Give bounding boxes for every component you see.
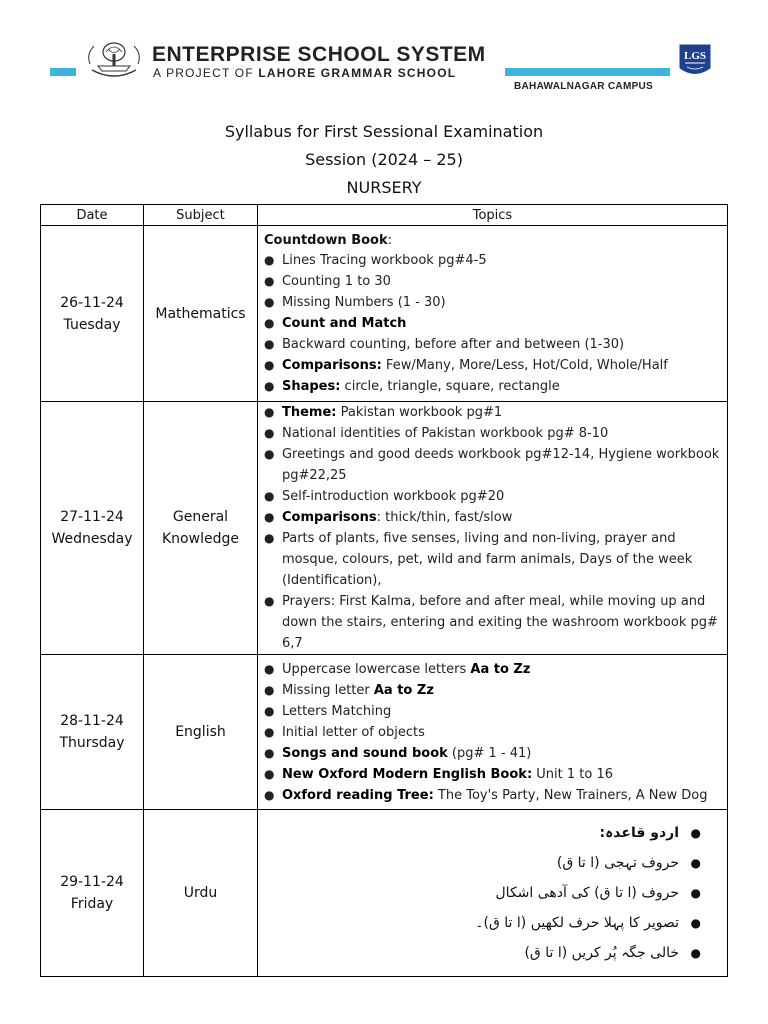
list-item <box>258 528 727 591</box>
table-row <box>41 402 728 655</box>
bullet-icon: ● <box>263 682 275 697</box>
topic-text: Uppercase lowercase letters <box>281 661 471 677</box>
topic-list <box>258 402 727 654</box>
syllabus-table <box>40 204 728 977</box>
topic-bold: Oxford reading Tree: <box>281 787 434 803</box>
table-header-row <box>41 205 728 226</box>
bullet-icon: ● <box>263 510 275 524</box>
list-item <box>258 680 727 701</box>
topic-text: Initial letter of objects <box>281 724 425 740</box>
list-item <box>258 313 727 334</box>
bullet-icon: ● <box>263 489 275 503</box>
topic-bold: New Oxford Modern English Book: <box>281 766 533 782</box>
topic-text: : thick/thin, fast/slow <box>376 510 513 525</box>
list-item <box>258 486 727 507</box>
table-row <box>41 226 728 402</box>
topic-text: Few/Many, More/Less, Hot/Cold, Whole/Half <box>381 357 668 373</box>
bullet-icon: ● <box>690 886 701 900</box>
topic-bold: Comparisons: <box>281 357 382 373</box>
topics-cell <box>257 655 727 810</box>
subject-name: Urdu <box>183 885 218 901</box>
subtitle-bold: LAHORE GRAMMAR SCHOOL <box>258 66 457 80</box>
title-exam: Syllabus for First Sessional Examination <box>224 122 544 141</box>
document-titles <box>0 118 768 202</box>
list-item <box>258 444 727 486</box>
bullet-icon: ● <box>263 273 275 288</box>
list-item <box>258 764 727 785</box>
bullet-icon: ● <box>263 724 275 739</box>
header-date: Date <box>41 205 144 226</box>
subject-cell <box>144 655 258 810</box>
topic-list <box>258 659 727 806</box>
topics-cell <box>257 810 727 977</box>
list-item <box>258 376 727 397</box>
subtitle-prefix: A PROJECT OF <box>153 66 259 80</box>
bullet-icon: ● <box>263 703 275 718</box>
date-cell <box>41 810 144 977</box>
accent-bar-right <box>505 68 670 76</box>
bullet-icon: ● <box>263 531 275 545</box>
lgs-logo-icon <box>676 42 714 80</box>
bullet-icon: ● <box>263 378 275 393</box>
topic-text: حروف (ا تا ق) کی آدھی اشکال <box>495 885 679 901</box>
accent-bar-left <box>50 68 76 76</box>
topic-text: Parts of plants, five senses, living and non-living, prayer and mosque, colours, pet, wild and farm animals, Days of the week (Identification), <box>281 531 693 588</box>
bullet-icon: ● <box>263 315 275 330</box>
topic-list <box>258 250 727 397</box>
list-item <box>258 250 727 271</box>
list-item <box>258 402 727 423</box>
bullet-icon: ● <box>690 946 701 960</box>
title-session: Session (2024 – 25) <box>305 150 463 169</box>
list-item <box>266 848 705 878</box>
bullet-icon: ● <box>263 766 275 781</box>
list-item <box>266 878 705 908</box>
topic-bold: Songs and sound book <box>281 745 448 761</box>
topics-cell <box>257 226 727 402</box>
title-class: NURSERY <box>346 178 422 197</box>
subject-cell <box>144 402 258 655</box>
topic-bold: Comparisons <box>281 510 377 525</box>
date-cell <box>41 402 144 655</box>
table-row <box>41 655 728 810</box>
topic-text: تصویر کا پہلا حرف لکھیں (ا تا ق)۔ <box>475 915 679 931</box>
school-subtitle <box>153 66 456 80</box>
list-item <box>258 423 727 444</box>
campus-name: BAHAWALNAGAR CAMPUS <box>514 81 654 92</box>
list-item <box>258 292 727 313</box>
bullet-icon: ● <box>690 826 701 840</box>
bullet-icon: ● <box>263 294 275 309</box>
book-heading <box>258 231 727 250</box>
list-item <box>258 701 727 722</box>
list-item <box>266 908 705 938</box>
topic-bold: اردو قاعدہ: <box>599 825 679 841</box>
topic-text: Unit 1 to 16 <box>532 766 613 782</box>
school-emblem-icon <box>84 40 144 80</box>
topic-text: Self-introduction workbook pg#20 <box>281 489 505 504</box>
list-item <box>258 722 727 743</box>
exam-date: 26-11-24 <box>60 294 124 311</box>
topic-bold: Aa to Zz <box>470 661 531 677</box>
topic-list <box>266 814 719 972</box>
topic-text: (pg# 1 - 41) <box>447 745 532 761</box>
exam-day: Tuesday <box>63 316 121 333</box>
school-name: ENTERPRISE SCHOOL SYSTEM <box>152 43 486 66</box>
exam-day: Thursday <box>59 735 125 751</box>
topic-text: Letters Matching <box>281 703 392 719</box>
topic-text: خالی جگہ پُر کریں (ا تا ق) <box>524 945 679 961</box>
topic-bold: Aa to Zz <box>373 682 434 698</box>
topic-bold: Theme: <box>281 405 337 420</box>
list-item <box>266 818 705 848</box>
bullet-icon: ● <box>690 916 701 930</box>
book-heading-text: Countdown Book <box>263 232 388 248</box>
topics-cell <box>257 402 727 655</box>
bullet-icon: ● <box>263 336 275 351</box>
list-item <box>258 271 727 292</box>
exam-date: 28-11-24 <box>60 713 124 729</box>
exam-day: Friday <box>70 896 114 912</box>
topic-text: Greetings and good deeds workbook pg#12-14, Hygiene workbook pg#22,25 <box>281 447 720 483</box>
list-item <box>258 591 727 654</box>
subject-name: General Knowledge <box>162 509 239 547</box>
list-item <box>258 334 727 355</box>
topic-text: National identities of Pakistan workbook pg# 8-10 <box>281 426 609 441</box>
topic-text: Counting 1 to 30 <box>281 273 391 289</box>
exam-date: 27-11-24 <box>60 509 124 525</box>
exam-day: Wednesday <box>51 531 133 547</box>
bullet-icon: ● <box>263 661 275 676</box>
bullet-icon: ● <box>263 447 275 461</box>
topic-bold: Count and Match <box>281 315 407 331</box>
list-item <box>258 743 727 764</box>
bullet-icon: ● <box>263 405 275 419</box>
bullet-icon: ● <box>263 787 275 802</box>
subject-cell <box>144 810 258 977</box>
topic-text: Missing Numbers (1 - 30) <box>281 294 446 310</box>
list-item <box>258 507 727 528</box>
list-item <box>258 659 727 680</box>
list-item <box>266 938 705 968</box>
topic-text: Pakistan workbook pg#1 <box>336 405 503 420</box>
topic-text: Missing letter <box>281 682 374 698</box>
subject-name: English <box>175 724 226 740</box>
topic-text: circle, triangle, square, rectangle <box>340 378 560 394</box>
topic-text: Lines Tracing workbook pg#4-5 <box>281 252 487 268</box>
date-cell <box>41 655 144 810</box>
subject-name: Mathematics <box>155 305 246 322</box>
topic-bold: Shapes: <box>281 378 341 394</box>
bullet-icon: ● <box>263 426 275 440</box>
bullet-icon: ● <box>263 594 275 608</box>
bullet-icon: ● <box>263 252 275 267</box>
lgs-logo-text: LGS <box>683 50 707 62</box>
book-heading-suffix: : <box>387 232 392 248</box>
topic-text: The Toy's Party, New Trainers, A New Dog <box>433 787 708 803</box>
bullet-icon: ● <box>263 745 275 760</box>
table-row <box>41 810 728 977</box>
topic-text: Prayers: First Kalma, before and after meal, while moving up and down the stairs, entering and exiting the washroom workbook pg# 6,7 <box>281 594 718 651</box>
topic-text: حروف تہجی (ا تا ق) <box>556 855 679 871</box>
exam-date: 29-11-24 <box>60 874 124 890</box>
date-cell <box>41 226 144 402</box>
header-subject: Subject <box>144 205 258 226</box>
bullet-icon: ● <box>690 856 701 870</box>
topic-text: Backward counting, before after and between (1-30) <box>281 336 625 352</box>
list-item <box>258 785 727 806</box>
bullet-icon: ● <box>263 357 275 372</box>
subject-cell <box>144 226 258 402</box>
letterhead <box>0 0 768 100</box>
list-item <box>258 355 727 376</box>
header-topics: Topics <box>257 205 727 226</box>
